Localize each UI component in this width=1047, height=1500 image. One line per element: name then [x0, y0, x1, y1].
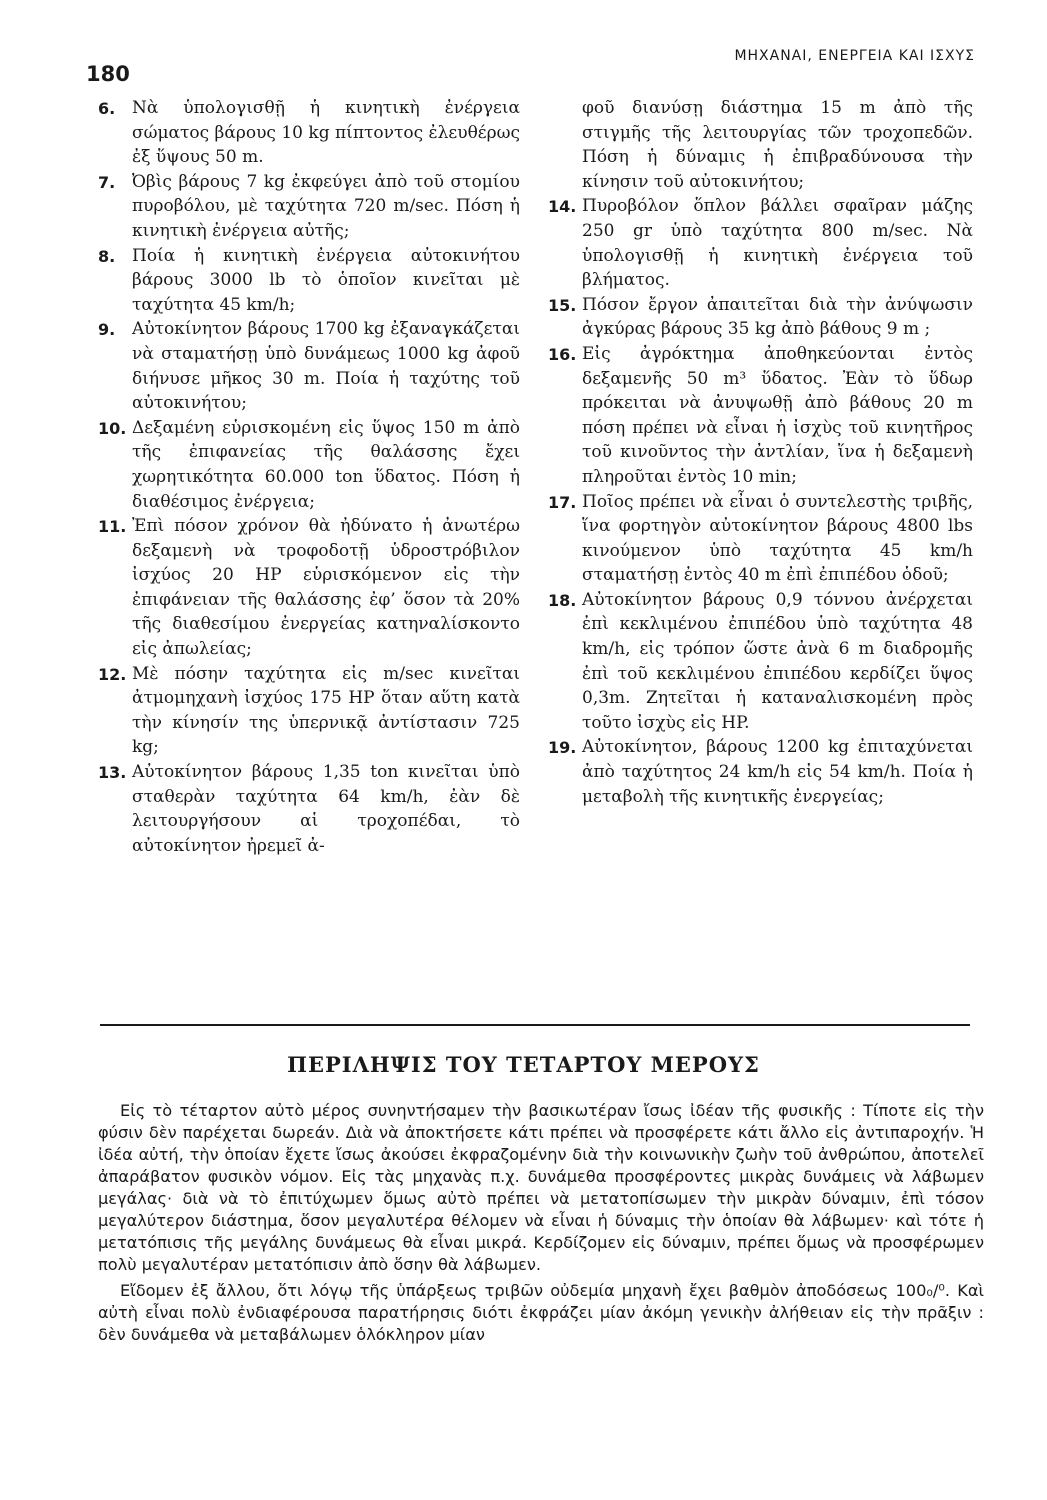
problem-7	[98, 170, 520, 244]
problem-text: Ἐπὶ πόσον χρόνον θὰ ἠδύνατο ἡ ἀνωτέρω δεξαμενὴ νὰ τροφοδοτῇ ὑδροστρόβιλον ἰσχύος 20 HP εὑρισκόμενον εἰς τὴν ἐπιφάνειαν τῆς θαλάσσης ἐφ’ ὅσον τὰ 20% τῆς διαθεσίμου ἐνεργείας κατηναλίσκοντο εἰς ἀπωλείας;	[132, 516, 520, 660]
problem-10	[98, 416, 520, 514]
continuation-text: φοῦ διανύσῃ διάστημα 15 m ἀπὸ τῆς στιγμῆς τῆς λειτουργίας τῶν τροχοπεδῶν. Πόση ἡ δύναμις ἡ ἐπιβραδύνουσα τὴν κίνησιν τοῦ αὐτοκινήτου;	[582, 98, 973, 192]
summary-paragraph: Εἰς τὸ τέταρτον αὐτὸ μέρος συνηντήσαμεν τὴν βασικωτέραν ἴσως ἰδέαν τῆς φυσικῆς : Τίποτε εἰς τὴν φύσιν δὲν παρέχεται δωρεάν. Διὰ νὰ ἀποκτήσετε κάτι πρέπει νὰ προσφέρετε κάτι ἄλλο εἰς ἀντιπαροχήν. Ἡ ἰδέα αὐτή, τὴν ὁποίαν ἔχετε ἴσως ἀκούσει ἐκφραζομένην διὰ τὴν κοινωνικὴν ζωὴν τοῦ ἀνθρώπου, ἀποτελεῖ ἀπαράβατον φυσικὸν νόμον. Εἰς τὰς μηχανὰς π.χ. δυνάμεθα προσφέροντες μικρὰς δυνάμεις νὰ λάβωμεν μεγάλας· διὰ νὰ τὸ ἐπιτύχωμεν ὅμως αὐτὸ πρέπει νὰ μετατοπίσωμεν τὴν μικρὰν δύναμιν, ἐπὶ τόσον μεγαλύτερον διάστημα, ὅσον μεγαλυτέρα θέλομεν νὰ εἶναι ἡ δύναμις τὴν ὁποίαν θὰ λάβωμεν· καὶ τότε ἡ μετατόπισις τῆς μεγάλης δυνάμεως θὰ εἶναι μικρά. Κερδίζομεν εἰς δύναμιν, πρέπει ὅμως νὰ προσφέρωμεν πολὺ μεγαλυτέραν μετατόπισιν ἀπὸ ὅσην θὰ λάβωμεν.	[98, 1101, 984, 1274]
problem-number: 6.	[98, 99, 116, 118]
problem-13-continuation	[548, 96, 973, 194]
problem-text: Αὐτοκίνητον βάρους 1700 kg ἐξαναγκάζεται νὰ σταματήσῃ ὑπὸ δυνάμεως 1000 kg ἀφοῦ διήνυσε μῆκος 30 m. Ποία ἡ ταχύτης τοῦ αὐτοκινήτου;	[132, 319, 520, 414]
summary-paragraph: Εἴδομεν ἐξ ἄλλου, ὅτι λόγῳ τῆς ὑπάρξεως τριβῶν οὐδεμία μηχανὴ ἔχει βαθμὸν ἀποδόσεως 100₀/⁰. Καὶ αὐτὴ εἶναι πολὺ ἐνδιαφέρουσα παρατήρησις διότι ἐκφράζει μίαν ἀκόμη γενικὴν ἀλήθειαν εἰς τὴν πρᾶξιν : δὲν δυνάμεθα νὰ μεταβάλωμεν ὁλόκληρον μίαν	[98, 1281, 984, 1344]
problem-12	[98, 662, 520, 760]
problem-text: Αὐτοκίνητον βάρους 0,9 τόννου ἀνέρχεται ἐπὶ κεκλιμένου ἐπιπέδου ὑπὸ ταχύτητα 48 km/h, εἰς τρόπον ὥστε ἀνὰ 6 m διαδρομῆς ἐπὶ τοῦ κεκλιμένου ἐπιπέδου κερδίζει ὕψος 0,3m. Ζητεῖται ἡ καταναλισκομένη πρὸς τοῦτο ἰσχὺς εἰς HP.	[582, 589, 973, 733]
summary-title: ΠΕΡΙΛΗΨΙΣ ΤΟΥ ΤΕΤΑΡΤΟΥ ΜΕΡΟΥΣ	[287, 1052, 760, 1077]
problem-number: 8.	[98, 246, 116, 266]
problem-14	[548, 194, 973, 292]
problem-text: Πόσον ἔργον ἀπαιτεῖται διὰ τὴν ἀνύψωσιν ἀγκύρας βάρους 35 kg ἀπὸ βάθους 9 m ;	[582, 294, 973, 340]
problem-text: Εἰς ἀγρόκτημα ἀποθηκεύονται ἐντὸς δεξαμενῆς 50 m³ ὕδατος. Ἐὰν τὸ ὕδωρ πρόκειται νὰ ἀνυψωθῇ ἀπὸ βάθους 20 m πόση πρέπει νὰ εἶναι ἡ ἰσχὺς τοῦ κινητῆρος τοῦ κινοῦντος τὴν ἀντλίαν, ἵνα ἡ δεξαμενὴ πληροῦται ἐντὸς 10 min;	[582, 343, 973, 487]
problem-16	[548, 342, 973, 490]
problem-number: 11.	[98, 517, 127, 537]
problem-number: 10.	[98, 418, 127, 438]
problem-number: 18.	[548, 590, 577, 610]
problem-text: Ποῖος πρέπει νὰ εἶναι ὁ συντελεστὴς τριβῆς, ἵνα φορτηγὸν αὐτοκίνητον βάρους 4800 lbs κινούμενον ὑπὸ ταχύτητα 45 km/h σταματήσῃ ἐντὸς 40 m ἐπὶ ἐπιπέδου ὁδοῦ;	[582, 491, 973, 586]
problem-19	[548, 735, 973, 809]
problem-15	[548, 293, 973, 342]
problem-number: 12.	[98, 664, 127, 684]
problem-number: 16.	[548, 344, 577, 364]
problem-text: Ποία ἡ κινητικὴ ἐνέργεια αὐτοκινήτου βάρους 3000 lb τὸ ὁποῖον κινεῖται μὲ ταχύτητα 45 km/h;	[132, 245, 520, 315]
problem-17	[548, 490, 973, 588]
problem-text: Πυροβόλον ὅπλον βάλλει σφαῖραν μάζης 250 gr ὑπὸ ταχύτητα 800 m/sec. Νὰ ὑπολογισθῇ ἡ κινητικὴ ἐνέργεια τοῦ βλήματος.	[582, 196, 973, 291]
running-title: ΜΗΧΑΝΑΙ, ΕΝΕΡΓΕΙΑ ΚΑΙ ΙΣΧΥΣ	[734, 48, 975, 64]
problem-number: 13.	[98, 763, 127, 783]
section-divider	[100, 1024, 970, 1026]
problem-8	[98, 244, 520, 318]
problem-number: 14.	[548, 197, 577, 217]
problem-text: Μὲ πόσην ταχύτητα εἰς m/sec κινεῖται ἀτμομηχανὴ ἰσχύος 175 HP ὅταν αὕτη κατὰ τὴν κίνησίν της ὑπερνικᾷ ἀντίστασιν 725 kg;	[132, 663, 520, 758]
problem-number: 9.	[98, 320, 116, 340]
problem-number: 19.	[548, 738, 577, 758]
problem-number: 15.	[548, 295, 577, 315]
problem-text: Αὐτοκίνητον βάρους 1,35 ton κινεῖται ὑπὸ σταθερὰν ταχύτητα 64 km/h, ἐὰν δὲ λειτουργήσουν αἱ τροχοπέδαι, τὸ αὐτοκίνητον ἠρεμεῖ ἀ-	[132, 762, 520, 856]
problem-text: Δεξαμένη εὑρισκομένη εἰς ὕψος 150 m ἀπὸ τῆς ἐπιφανείας τῆς θαλάσσης ἔχει χωρητικότητα 60.000 ton ὕδατος. Πόση ἡ διαθέσιμος ἐνέργεια;	[132, 417, 520, 512]
summary-body	[98, 1100, 984, 1346]
problem-number: 17.	[548, 492, 577, 512]
problem-13	[98, 760, 520, 858]
problem-number: 7.	[98, 172, 116, 192]
problem-11	[98, 514, 520, 662]
problem-18	[548, 588, 973, 736]
problem-6	[98, 96, 520, 170]
page-number: 180	[86, 62, 130, 86]
right-column	[548, 96, 973, 809]
problem-text: Ὀβὶς βάρους 7 kg ἐκφεύγει ἀπὸ τοῦ στομίου πυροβόλου, μὲ ταχύτητα 720 m/sec. Πόση ἡ κινητικὴ ἐνέργεια αὐτῆς;	[132, 171, 520, 241]
left-column	[98, 96, 520, 858]
problem-text: Αὐτοκίνητον, βάρους 1200 kg ἐπιταχύνεται ἀπὸ ταχύτητος 24 km/h εἰς 54 km/h. Ποία ἡ μεταβολὴ τῆς κινητικῆς ἐνεργείας;	[582, 737, 973, 807]
problem-9	[98, 317, 520, 415]
problem-text: Νὰ ὑπολογισθῇ ἡ κινητικὴ ἐνέργεια σώματος βάρους 10 kg πίπτοντος ἐλευθέρως ἐξ ὕψους 50 m.	[132, 98, 520, 168]
